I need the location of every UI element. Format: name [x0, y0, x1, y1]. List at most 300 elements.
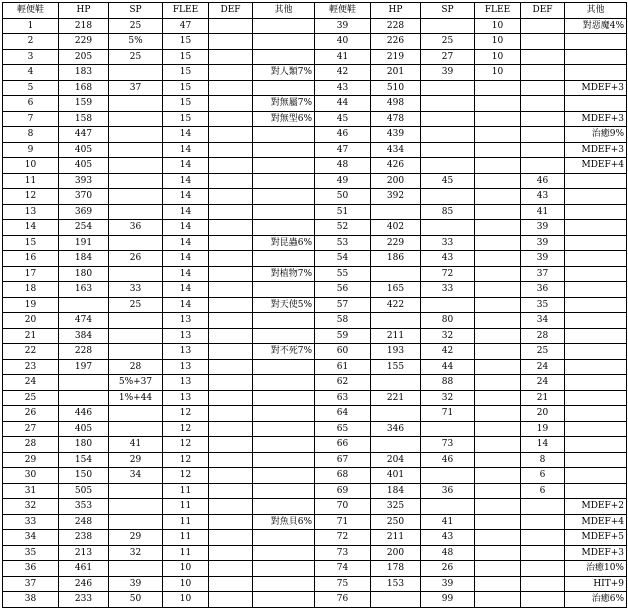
cell-other-left: 對人類7%	[253, 65, 315, 81]
cell-sp-left: 25	[109, 49, 163, 65]
cell-flee-right	[475, 576, 521, 592]
cell-def-right	[521, 49, 565, 65]
cell-def-right: 8	[521, 452, 565, 468]
cell-hp-left: 246	[59, 576, 109, 592]
cell-hp-right: 422	[371, 297, 421, 313]
table-row	[3, 561, 627, 577]
cell-sp-right: 45	[421, 173, 475, 189]
header-def-right: DEF	[521, 3, 565, 19]
cell-other-left: 對植物7%	[253, 266, 315, 282]
cell-hp-left: 213	[59, 545, 109, 561]
cell-sp-left	[109, 421, 163, 437]
cell-flee-right	[475, 437, 521, 453]
cell-sp-left	[109, 111, 163, 127]
cell-hp-left: 384	[59, 328, 109, 344]
cell-flee-left: 47	[163, 18, 209, 34]
cell-other-right	[565, 204, 627, 220]
shoe-stats-document	[2, 2, 626, 608]
cell-hp-left: 150	[59, 468, 109, 484]
cell-other-right	[565, 65, 627, 81]
cell-flee-left: 14	[163, 235, 209, 251]
cell-def-left	[209, 561, 253, 577]
cell-def-left	[209, 127, 253, 143]
cell-flee-right	[475, 142, 521, 158]
cell-def-left	[209, 344, 253, 360]
cell-sp-left: 32	[109, 545, 163, 561]
table-row	[3, 282, 627, 298]
cell-def-left	[209, 390, 253, 406]
cell-shoe-id-left: 19	[3, 297, 59, 313]
cell-shoe-id-right: 49	[315, 173, 371, 189]
cell-other-right: 治癒10%	[565, 561, 627, 577]
header-other-left: 其他	[253, 3, 315, 19]
cell-shoe-id-left: 25	[3, 390, 59, 406]
cell-sp-left	[109, 173, 163, 189]
cell-sp-right: 27	[421, 49, 475, 65]
cell-def-right	[521, 561, 565, 577]
cell-other-right: MDEF+4	[565, 158, 627, 174]
table-row	[3, 65, 627, 81]
cell-hp-right: 211	[371, 328, 421, 344]
cell-flee-left: 10	[163, 561, 209, 577]
table-row	[3, 251, 627, 267]
cell-def-left	[209, 34, 253, 50]
cell-hp-right: 201	[371, 65, 421, 81]
cell-def-right	[521, 514, 565, 530]
cell-hp-left: 405	[59, 158, 109, 174]
cell-shoe-id-right: 65	[315, 421, 371, 437]
cell-hp-left: 163	[59, 282, 109, 298]
cell-flee-left: 10	[163, 576, 209, 592]
cell-shoe-id-right: 60	[315, 344, 371, 360]
table-row	[3, 158, 627, 174]
cell-def-left	[209, 18, 253, 34]
cell-hp-left: 159	[59, 96, 109, 112]
cell-other-right	[565, 34, 627, 50]
cell-other-right: MDEF+3	[565, 545, 627, 561]
cell-sp-right: 46	[421, 452, 475, 468]
cell-shoe-id-left: 38	[3, 592, 59, 608]
cell-hp-right: 200	[371, 173, 421, 189]
cell-def-right: 24	[521, 359, 565, 375]
cell-hp-right: 200	[371, 545, 421, 561]
cell-def-left	[209, 80, 253, 96]
cell-hp-left: 180	[59, 266, 109, 282]
cell-hp-right	[371, 437, 421, 453]
cell-def-right	[521, 127, 565, 143]
cell-sp-right: 48	[421, 545, 475, 561]
cell-other-left: 對無屬7%	[253, 96, 315, 112]
cell-def-left	[209, 483, 253, 499]
cell-other-right	[565, 189, 627, 205]
cell-flee-left: 14	[163, 173, 209, 189]
cell-sp-right	[421, 297, 475, 313]
cell-shoe-id-left: 12	[3, 189, 59, 205]
cell-flee-right	[475, 173, 521, 189]
header-shoe-id-left: 輕便鞋	[3, 3, 59, 19]
cell-shoe-id-right: 47	[315, 142, 371, 158]
cell-shoe-id-right: 73	[315, 545, 371, 561]
cell-hp-left: 184	[59, 251, 109, 267]
cell-other-left	[253, 80, 315, 96]
cell-sp-left: 25	[109, 18, 163, 34]
cell-hp-left: 474	[59, 313, 109, 329]
cell-sp-left	[109, 328, 163, 344]
table-row	[3, 204, 627, 220]
cell-shoe-id-left: 6	[3, 96, 59, 112]
cell-shoe-id-right: 50	[315, 189, 371, 205]
cell-flee-left: 15	[163, 96, 209, 112]
cell-hp-left: 447	[59, 127, 109, 143]
cell-flee-right	[475, 483, 521, 499]
cell-def-left	[209, 545, 253, 561]
cell-def-left	[209, 158, 253, 174]
cell-sp-right: 43	[421, 530, 475, 546]
cell-flee-left: 11	[163, 530, 209, 546]
cell-hp-right: 226	[371, 34, 421, 50]
cell-other-right	[565, 220, 627, 236]
cell-sp-left: 26	[109, 251, 163, 267]
cell-def-left	[209, 437, 253, 453]
cell-flee-right	[475, 204, 521, 220]
cell-def-left	[209, 530, 253, 546]
cell-flee-left: 13	[163, 344, 209, 360]
cell-other-left	[253, 390, 315, 406]
cell-hp-left: 369	[59, 204, 109, 220]
cell-other-left: 對不死7%	[253, 344, 315, 360]
cell-other-right	[565, 251, 627, 267]
table-row	[3, 127, 627, 143]
table-row	[3, 437, 627, 453]
cell-other-right: MDEF+5	[565, 530, 627, 546]
cell-def-right: 39	[521, 235, 565, 251]
cell-other-right	[565, 483, 627, 499]
cell-flee-left: 13	[163, 375, 209, 391]
cell-sp-left	[109, 514, 163, 530]
cell-shoe-id-left: 18	[3, 282, 59, 298]
cell-sp-right: 25	[421, 34, 475, 50]
cell-hp-right: 186	[371, 251, 421, 267]
table-row	[3, 359, 627, 375]
cell-sp-right: 36	[421, 483, 475, 499]
cell-flee-left: 13	[163, 359, 209, 375]
cell-sp-right: 32	[421, 390, 475, 406]
cell-flee-left: 11	[163, 499, 209, 515]
cell-def-right: 14	[521, 437, 565, 453]
table-row	[3, 545, 627, 561]
cell-flee-left: 15	[163, 111, 209, 127]
header-hp-right: HP	[371, 3, 421, 19]
header-sp-left: SP	[109, 3, 163, 19]
cell-def-right: 25	[521, 344, 565, 360]
cell-sp-left: 25	[109, 297, 163, 313]
table-row	[3, 18, 627, 34]
cell-other-right	[565, 96, 627, 112]
cell-flee-left: 14	[163, 142, 209, 158]
cell-shoe-id-right: 68	[315, 468, 371, 484]
cell-flee-right: 10	[475, 49, 521, 65]
cell-sp-left: 41	[109, 437, 163, 453]
cell-shoe-id-right: 43	[315, 80, 371, 96]
cell-other-left	[253, 282, 315, 298]
cell-def-left	[209, 406, 253, 422]
cell-hp-right: 221	[371, 390, 421, 406]
cell-flee-right	[475, 297, 521, 313]
cell-shoe-id-left: 3	[3, 49, 59, 65]
header-flee-left: FLEE	[163, 3, 209, 19]
cell-sp-left: 39	[109, 576, 163, 592]
cell-hp-left	[59, 297, 109, 313]
cell-sp-right	[421, 421, 475, 437]
cell-hp-left	[59, 390, 109, 406]
cell-hp-right: 510	[371, 80, 421, 96]
cell-sp-left	[109, 406, 163, 422]
cell-def-right	[521, 18, 565, 34]
cell-hp-right: 155	[371, 359, 421, 375]
cell-flee-right	[475, 80, 521, 96]
cell-other-left	[253, 375, 315, 391]
cell-other-left: 對魚貝6%	[253, 514, 315, 530]
cell-flee-left: 12	[163, 452, 209, 468]
cell-sp-left: 28	[109, 359, 163, 375]
cell-def-left	[209, 421, 253, 437]
cell-flee-left: 15	[163, 65, 209, 81]
cell-shoe-id-right: 40	[315, 34, 371, 50]
cell-def-right: 41	[521, 204, 565, 220]
cell-def-left	[209, 468, 253, 484]
cell-sp-left	[109, 561, 163, 577]
cell-shoe-id-right: 46	[315, 127, 371, 143]
header-flee-right: FLEE	[475, 3, 521, 19]
header-other-right: 其他	[565, 3, 627, 19]
cell-flee-right	[475, 189, 521, 205]
table-row	[3, 576, 627, 592]
cell-shoe-id-right: 75	[315, 576, 371, 592]
table-row	[3, 189, 627, 205]
cell-sp-left	[109, 204, 163, 220]
cell-shoe-id-right: 41	[315, 49, 371, 65]
cell-other-right	[565, 452, 627, 468]
table-row	[3, 375, 627, 391]
cell-def-left	[209, 173, 253, 189]
cell-shoe-id-left: 14	[3, 220, 59, 236]
cell-other-left	[253, 499, 315, 515]
cell-hp-left: 154	[59, 452, 109, 468]
cell-sp-right: 44	[421, 359, 475, 375]
cell-hp-right	[371, 266, 421, 282]
cell-def-left	[209, 266, 253, 282]
cell-flee-left: 14	[163, 282, 209, 298]
cell-sp-right: 43	[421, 251, 475, 267]
cell-sp-left: 5%	[109, 34, 163, 50]
cell-other-right	[565, 49, 627, 65]
cell-flee-left: 14	[163, 158, 209, 174]
cell-hp-right: 219	[371, 49, 421, 65]
cell-sp-right	[421, 18, 475, 34]
cell-shoe-id-right: 61	[315, 359, 371, 375]
cell-shoe-id-right: 54	[315, 251, 371, 267]
cell-def-right: 6	[521, 468, 565, 484]
cell-hp-left: 197	[59, 359, 109, 375]
cell-flee-right	[475, 375, 521, 391]
cell-sp-left	[109, 96, 163, 112]
header-row	[3, 3, 627, 19]
table-body	[3, 18, 627, 607]
cell-shoe-id-right: 55	[315, 266, 371, 282]
cell-sp-right: 42	[421, 344, 475, 360]
cell-other-left	[253, 142, 315, 158]
cell-sp-left	[109, 344, 163, 360]
cell-sp-right: 39	[421, 576, 475, 592]
cell-flee-right	[475, 313, 521, 329]
cell-flee-right	[475, 266, 521, 282]
cell-sp-right: 33	[421, 282, 475, 298]
cell-other-right	[565, 375, 627, 391]
cell-def-left	[209, 452, 253, 468]
cell-def-right: 34	[521, 313, 565, 329]
cell-other-right: 治癒6%	[565, 592, 627, 608]
cell-hp-right	[371, 406, 421, 422]
cell-def-left	[209, 220, 253, 236]
header-hp-left: HP	[59, 3, 109, 19]
cell-sp-left	[109, 189, 163, 205]
cell-hp-right	[371, 313, 421, 329]
cell-other-right	[565, 313, 627, 329]
cell-def-right: 6	[521, 483, 565, 499]
cell-def-left	[209, 49, 253, 65]
cell-sp-left	[109, 127, 163, 143]
table-row	[3, 49, 627, 65]
cell-other-left	[253, 359, 315, 375]
cell-flee-right	[475, 111, 521, 127]
cell-def-right: 24	[521, 375, 565, 391]
cell-shoe-id-left: 13	[3, 204, 59, 220]
cell-sp-right	[421, 142, 475, 158]
cell-flee-left: 15	[163, 80, 209, 96]
cell-other-right	[565, 266, 627, 282]
cell-sp-left: 36	[109, 220, 163, 236]
cell-def-right	[521, 65, 565, 81]
cell-shoe-id-right: 57	[315, 297, 371, 313]
cell-sp-right: 88	[421, 375, 475, 391]
cell-sp-right	[421, 189, 475, 205]
cell-other-left: 對天使5%	[253, 297, 315, 313]
cell-sp-left: 1%+44	[109, 390, 163, 406]
cell-sp-left	[109, 313, 163, 329]
cell-hp-right: 401	[371, 468, 421, 484]
cell-def-right: 20	[521, 406, 565, 422]
cell-def-left	[209, 235, 253, 251]
cell-flee-right	[475, 545, 521, 561]
cell-hp-left: 446	[59, 406, 109, 422]
table-row	[3, 328, 627, 344]
cell-sp-left	[109, 266, 163, 282]
cell-shoe-id-left: 4	[3, 65, 59, 81]
cell-flee-left: 12	[163, 468, 209, 484]
cell-other-right: HIT+9	[565, 576, 627, 592]
cell-sp-right	[421, 111, 475, 127]
cell-flee-right	[475, 158, 521, 174]
cell-shoe-id-right: 59	[315, 328, 371, 344]
cell-other-right	[565, 282, 627, 298]
cell-def-right: 21	[521, 390, 565, 406]
cell-flee-right	[475, 328, 521, 344]
cell-flee-right	[475, 499, 521, 515]
cell-flee-left: 14	[163, 220, 209, 236]
cell-shoe-id-right: 63	[315, 390, 371, 406]
cell-flee-left: 15	[163, 34, 209, 50]
cell-def-left	[209, 313, 253, 329]
table-row	[3, 530, 627, 546]
cell-other-left	[253, 251, 315, 267]
cell-sp-right: 39	[421, 65, 475, 81]
cell-flee-right	[475, 251, 521, 267]
cell-flee-right	[475, 452, 521, 468]
cell-shoe-id-right: 48	[315, 158, 371, 174]
cell-flee-right	[475, 96, 521, 112]
cell-other-left	[253, 437, 315, 453]
cell-other-left	[253, 406, 315, 422]
cell-other-left	[253, 483, 315, 499]
cell-hp-left: 168	[59, 80, 109, 96]
cell-sp-left	[109, 158, 163, 174]
cell-flee-left: 11	[163, 483, 209, 499]
cell-def-left	[209, 142, 253, 158]
cell-hp-right: 434	[371, 142, 421, 158]
cell-other-right	[565, 173, 627, 189]
cell-flee-left: 13	[163, 390, 209, 406]
cell-hp-left: 353	[59, 499, 109, 515]
cell-shoe-id-left: 23	[3, 359, 59, 375]
cell-flee-right	[475, 390, 521, 406]
cell-hp-left: 180	[59, 437, 109, 453]
cell-shoe-id-left: 20	[3, 313, 59, 329]
cell-other-right: 對惡魔4%	[565, 18, 627, 34]
cell-shoe-id-left: 26	[3, 406, 59, 422]
cell-def-right	[521, 34, 565, 50]
cell-def-right: 39	[521, 251, 565, 267]
table-row	[3, 235, 627, 251]
cell-hp-right: 193	[371, 344, 421, 360]
cell-hp-left: 229	[59, 34, 109, 50]
cell-shoe-id-right: 58	[315, 313, 371, 329]
cell-other-left	[253, 530, 315, 546]
cell-sp-right	[421, 80, 475, 96]
cell-shoe-id-right: 62	[315, 375, 371, 391]
cell-flee-left: 12	[163, 437, 209, 453]
cell-other-left	[253, 313, 315, 329]
cell-flee-right	[475, 359, 521, 375]
cell-flee-left: 15	[163, 49, 209, 65]
cell-other-right	[565, 297, 627, 313]
table-row	[3, 111, 627, 127]
cell-sp-right: 80	[421, 313, 475, 329]
cell-sp-left: 29	[109, 530, 163, 546]
cell-shoe-id-left: 7	[3, 111, 59, 127]
cell-other-right	[565, 359, 627, 375]
cell-sp-right	[421, 499, 475, 515]
cell-shoe-id-left: 24	[3, 375, 59, 391]
cell-other-right: MDEF+2	[565, 499, 627, 515]
cell-flee-right: 10	[475, 34, 521, 50]
cell-def-left	[209, 359, 253, 375]
cell-def-right	[521, 545, 565, 561]
cell-shoe-id-left: 10	[3, 158, 59, 174]
cell-other-left	[253, 561, 315, 577]
cell-shoe-id-right: 67	[315, 452, 371, 468]
cell-hp-left: 158	[59, 111, 109, 127]
cell-flee-left: 13	[163, 328, 209, 344]
